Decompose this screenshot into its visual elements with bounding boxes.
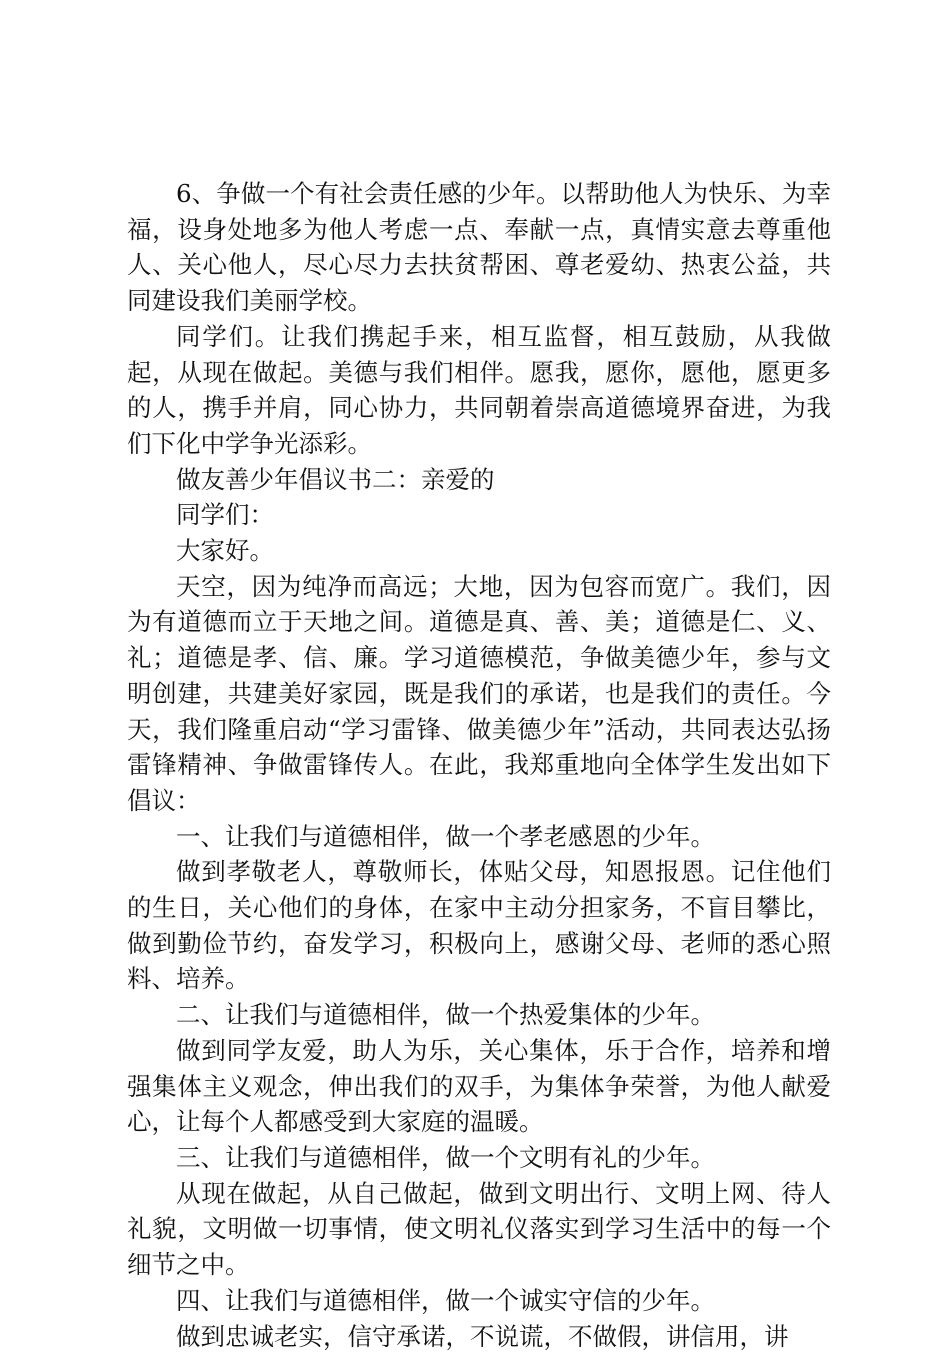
salutation: 同学们： (127, 497, 831, 533)
item-body-four: 做到忠诚老实，信守承诺，不说谎，不做假，讲信用，讲 (127, 1319, 831, 1354)
document-body (127, 176, 831, 1354)
item-heading-three: 三、让我们与道德相伴，做一个文明有礼的少年。 (127, 1140, 831, 1176)
paragraph-introduction: 天空，因为纯净而高远；大地，因为包容而宽广。我们，因为有道德而立于天地之间。道德是真、善、美；道德是仁、义、礼；道德是孝、信、廉。学习道德模范，争做美德少年，参与文明创建，共建美好家园，既是我们的承诺，也是我们的责任。今天，我们隆重启动“学习雷锋、做美德少年”活动，共同表达弘扬雷锋精神、争做雷锋传人。在此，我郑重地向全体学生发出如下倡议： (127, 569, 831, 819)
item-heading-four: 四、让我们与道德相伴，做一个诚实守信的少年。 (127, 1283, 831, 1319)
item-body-three: 从现在做起，从自己做起，做到文明出行、文明上网、待人礼貌，文明做一切事情，使文明礼仪落实到学习生活中的每一个细节之中。 (127, 1176, 831, 1283)
item-body-two: 做到同学友爱，助人为乐，关心集体，乐于合作，培养和增强集体主义观念，伸出我们的双手，为集体争荣誉，为他人献爱心，让每个人都感受到大家庭的温暖。 (127, 1033, 831, 1140)
section-heading-proposal-two: 做友善少年倡议书二：亲爱的 (127, 462, 831, 498)
paragraph-call-to-action: 同学们。让我们携起手来，相互监督，相互鼓励，从我做起，从现在做起。美德与我们相伴。愿我，愿你，愿他，愿更多的人，携手并肩，同心协力，共同朝着崇高道德境界奋进，为我们下化中学争光添彩。 (127, 319, 831, 462)
item-heading-two: 二、让我们与道德相伴，做一个热爱集体的少年。 (127, 997, 831, 1033)
item-body-one: 做到孝敬老人，尊敬师长，体贴父母，知恩报恩。记住他们的生日，关心他们的身体，在家中主动分担家务，不盲目攀比，做到勤俭节约，奋发学习，积极向上，感谢父母、老师的悉心照料、培养。 (127, 854, 831, 997)
paragraph-social-responsibility: 6、争做一个有社会责任感的少年。以帮助他人为快乐、为幸福，设身处地多为他人考虑一点、奉献一点，真情实意去尊重他人、关心他人，尽心尽力去扶贫帮困、尊老爱幼、热衷公益，共同建设我们美丽学校。 (127, 176, 831, 319)
item-heading-one: 一、让我们与道德相伴，做一个孝老感恩的少年。 (127, 819, 831, 855)
greeting: 大家好。 (127, 533, 831, 569)
